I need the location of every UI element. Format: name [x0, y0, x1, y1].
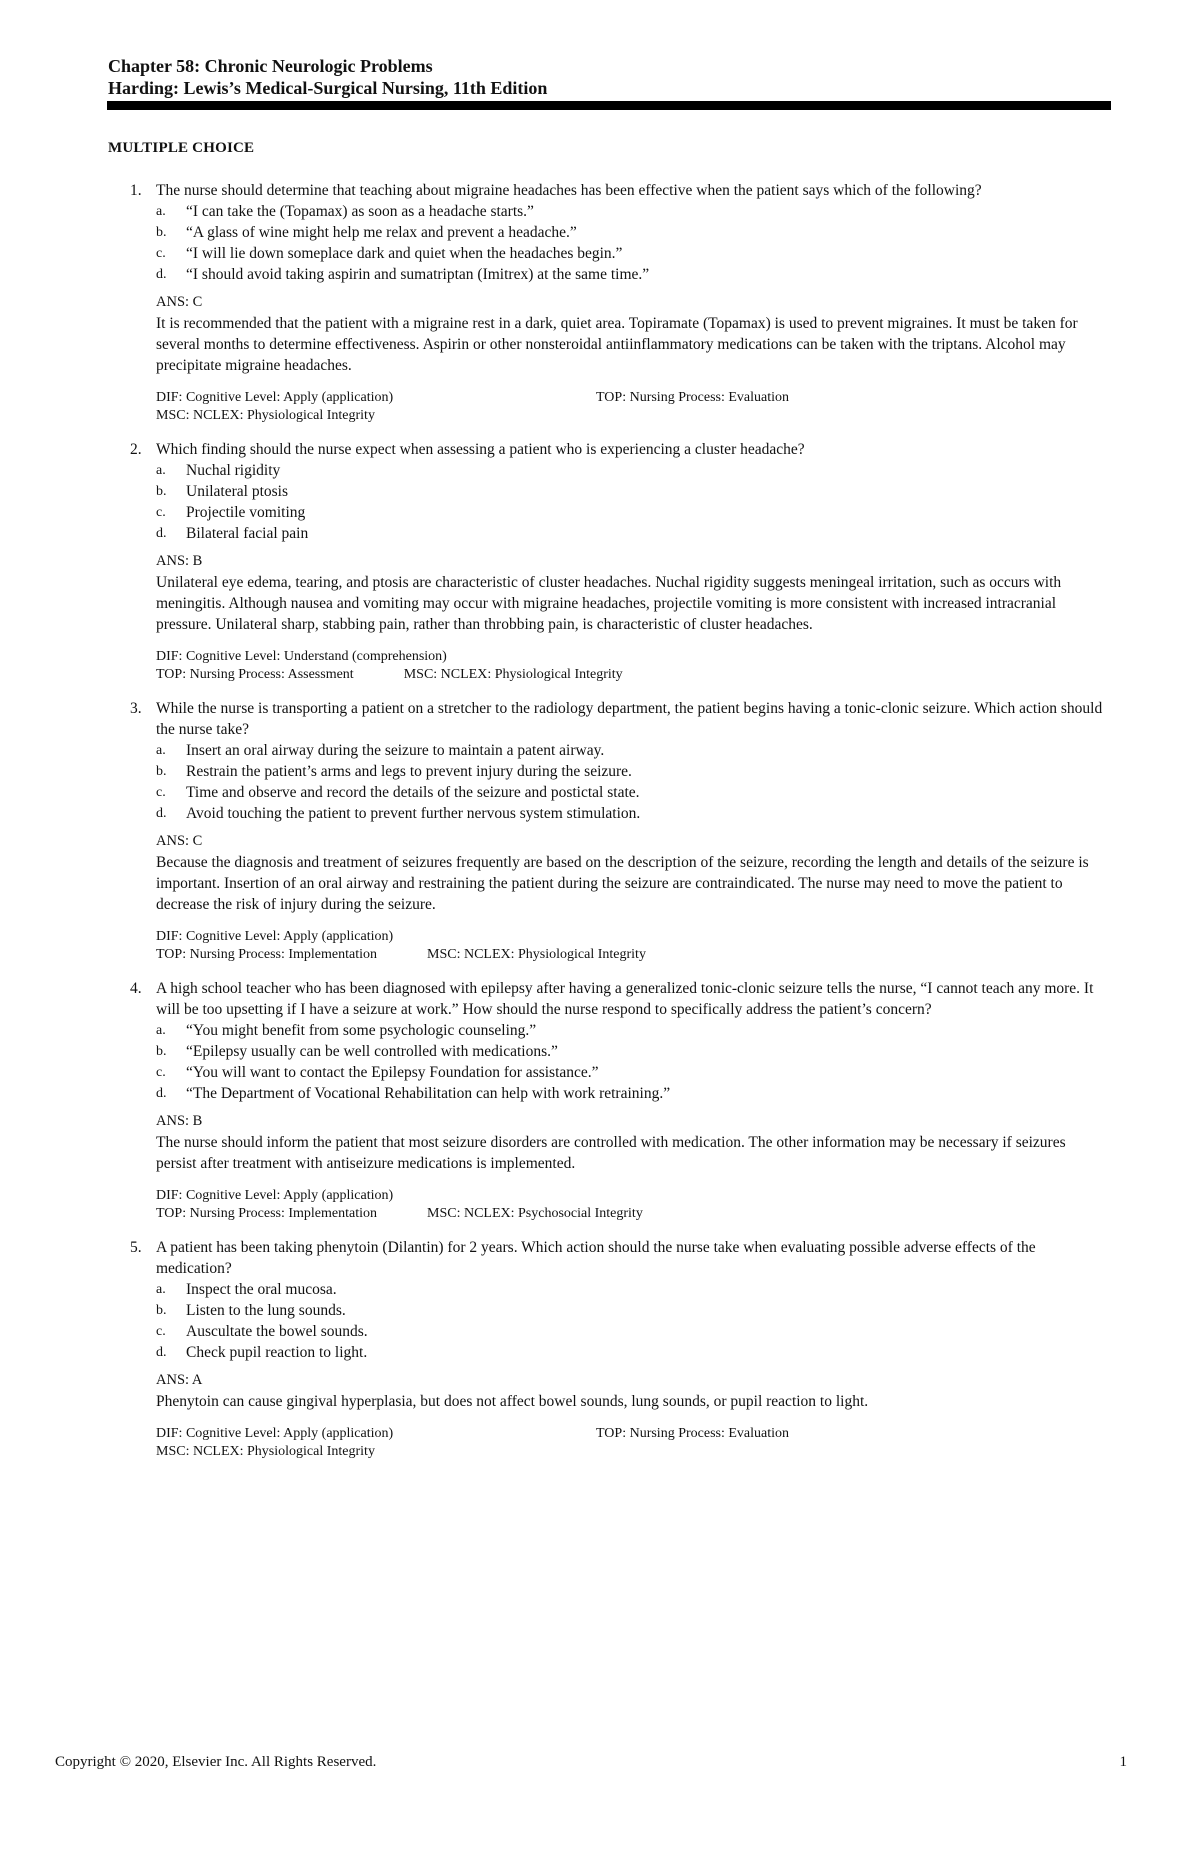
- option-letter: b.: [156, 484, 167, 499]
- option-letter: b.: [156, 764, 167, 779]
- rationale: It is recommended that the patient with a migraine rest in a dark, quiet area. Topiramate (Topamax) is used to prevent migraines. It must be taken for several months to determine effectiveness. Aspirin or other nonsteroidal antiinflammatory medications can be taken with the triptans. Alcohol may precipitate migraine headaches.: [156, 315, 1078, 374]
- question-number: 1.: [130, 182, 142, 199]
- option-letter: d.: [156, 806, 167, 821]
- option-text: Nuchal rigidity: [186, 462, 281, 479]
- option-a: [156, 201, 1108, 222]
- option-text: Listen to the lung sounds.: [186, 1302, 346, 1319]
- option-letter: d.: [156, 1086, 167, 1101]
- option-b: [156, 1300, 1108, 1321]
- option-b: [156, 481, 1108, 502]
- option-letter: c.: [156, 246, 166, 261]
- option-text: Projectile vomiting: [186, 504, 306, 521]
- option-d: [156, 264, 1108, 285]
- section-title: MULTIPLE CHOICE: [108, 140, 255, 156]
- meta-difficulty: DIF: Cognitive Level: Apply (application): [156, 390, 394, 405]
- question-stem: The nurse should determine that teaching about migraine headaches has been effective when the patient says which of the following?: [156, 182, 982, 199]
- question-stem: A patient has been taking phenytoin (Dilantin) for 2 years. Which action should the nurse take when evaluating possible adverse effects of the medication?: [156, 1239, 1036, 1277]
- option-text: “The Department of Vocational Rehabilitation can help with work retraining.”: [186, 1085, 671, 1102]
- option-letter: a.: [156, 1023, 166, 1038]
- option-text: Inspect the oral mucosa.: [186, 1281, 337, 1298]
- question-4: [108, 978, 1108, 1223]
- question-number: 2.: [130, 441, 142, 458]
- option-d: [156, 523, 1108, 544]
- option-letter: b.: [156, 225, 167, 240]
- question-3: [108, 698, 1108, 964]
- question-metadata: [156, 389, 1108, 425]
- question-stem: While the nurse is transporting a patient on a stretcher to the radiology department, the patient begins having a tonic-clonic seizure. Which action should the nurse take?: [156, 700, 1103, 738]
- option-text: “You will want to contact the Epilepsy Foundation for assistance.”: [186, 1064, 599, 1081]
- option-text: Time and observe and record the details of the seizure and postictal state.: [186, 784, 640, 801]
- meta-topic: TOP: Nursing Process: Implementation: [156, 947, 377, 962]
- option-letter: c.: [156, 1324, 166, 1339]
- rationale: Phenytoin can cause gingival hyperplasia, but does not affect bowel sounds, lung sounds, or pupil reaction to light.: [156, 1393, 869, 1410]
- question-number: 3.: [130, 700, 142, 717]
- rationale: The nurse should inform the patient that most seizure disorders are controlled with medication. The other information may be necessary if seizures persist after treatment with antiseizure medications is implemented.: [156, 1134, 1066, 1172]
- option-c: [156, 1062, 1108, 1083]
- option-letter: d.: [156, 1345, 167, 1360]
- option-letter: a.: [156, 204, 166, 219]
- document-header: [108, 55, 547, 99]
- meta-difficulty: DIF: Cognitive Level: Apply (application): [156, 1426, 394, 1441]
- option-text: “I can take the (Topamax) as soon as a headache starts.”: [186, 203, 534, 220]
- option-list: [156, 740, 1108, 824]
- option-a: [156, 460, 1108, 481]
- question-stem: Which finding should the nurse expect when assessing a patient who is experiencing a cluster headache?: [156, 441, 805, 458]
- copyright-notice: Copyright © 2020, Elsevier Inc. All Rights Reserved.: [55, 1754, 377, 1770]
- chapter-title: Chapter 58: Chronic Neurologic Problems: [108, 56, 433, 76]
- option-text: “I will lie down someplace dark and quiet when the headaches begin.”: [186, 245, 623, 262]
- option-letter: c.: [156, 505, 166, 520]
- answer-key: ANS: C: [156, 833, 203, 849]
- question-1: [108, 180, 1108, 425]
- option-text: Restrain the patient’s arms and legs to prevent injury during the seizure.: [186, 763, 632, 780]
- question-stem: A high school teacher who has been diagnosed with epilepsy after having a generalized tonic-clonic seizure tells the nurse, “I cannot teach any more. It will be too upsetting if I have a seizure at work.” How should the nurse respond to specifically address the patient’s concern?: [156, 980, 1094, 1018]
- meta-topic: TOP: Nursing Process: Evaluation: [596, 1426, 790, 1441]
- answer-key: ANS: B: [156, 1113, 203, 1129]
- option-text: “Epilepsy usually can be well controlled with medications.”: [186, 1043, 558, 1060]
- option-c: [156, 502, 1108, 523]
- option-letter: a.: [156, 1282, 166, 1297]
- option-list: [156, 201, 1108, 285]
- option-letter: b.: [156, 1303, 167, 1318]
- meta-category: MSC: NCLEX: Psychosocial Integrity: [427, 1206, 643, 1221]
- meta-topic: TOP: Nursing Process: Implementation: [156, 1206, 377, 1221]
- question-metadata: [156, 928, 1108, 964]
- option-list: [156, 1020, 1108, 1104]
- page-footer: [55, 1754, 1127, 1771]
- option-a: [156, 1279, 1108, 1300]
- option-letter: c.: [156, 785, 166, 800]
- meta-difficulty: DIF: Cognitive Level: Apply (application): [156, 1188, 394, 1203]
- answer-key: ANS: B: [156, 553, 203, 569]
- rationale: Because the diagnosis and treatment of seizures frequently are based on the description of the seizure, recording the length and details of the seizure is important. Insertion of an oral airway and restraining the patient during the seizure are contraindicated. The nurse may need to move the patient to decrease the risk of injury during the seizure.: [156, 854, 1089, 913]
- book-title: Harding: Lewis’s Medical-Surgical Nursing, 11th Edition: [108, 78, 548, 98]
- header-rule: [107, 101, 1111, 110]
- option-a: [156, 740, 1108, 761]
- option-c: [156, 1321, 1108, 1342]
- option-b: [156, 222, 1108, 243]
- option-list: [156, 460, 1108, 544]
- answer-key: ANS: A: [156, 1372, 203, 1388]
- option-text: “I should avoid taking aspirin and sumatriptan (Imitrex) at the same time.”: [186, 266, 650, 283]
- question-metadata: [156, 1187, 1108, 1223]
- option-letter: c.: [156, 1065, 166, 1080]
- option-letter: a.: [156, 743, 166, 758]
- option-b: [156, 761, 1108, 782]
- option-b: [156, 1041, 1108, 1062]
- option-text: “You might benefit from some psychologic counseling.”: [186, 1022, 537, 1039]
- question-number: 4.: [130, 980, 142, 997]
- option-text: “A glass of wine might help me relax and prevent a headache.”: [186, 224, 577, 241]
- option-letter: d.: [156, 267, 167, 282]
- question-metadata: [156, 648, 1108, 684]
- meta-category: MSC: NCLEX: Physiological Integrity: [427, 947, 646, 962]
- meta-topic: TOP: Nursing Process: Evaluation: [596, 390, 790, 405]
- option-letter: a.: [156, 463, 166, 478]
- page-number: 1: [1119, 1754, 1127, 1770]
- option-a: [156, 1020, 1108, 1041]
- rationale: Unilateral eye edema, tearing, and ptosis are characteristic of cluster headaches. Nuchal rigidity suggests meningeal irritation, such as occurs with meningitis. Although nausea and vomiting may occur with migraine headaches, projectile vomiting is more consistent with increased intracranial pressure. Unilateral sharp, stabbing pain, rather than throbbing pain, is characteristic of cluster headaches.: [156, 574, 1062, 633]
- option-text: Unilateral ptosis: [186, 483, 289, 500]
- meta-difficulty: DIF: Cognitive Level: Apply (application): [156, 929, 394, 944]
- meta-topic: TOP: Nursing Process: Assessment: [156, 667, 354, 682]
- option-d: [156, 803, 1108, 824]
- answer-key: ANS: C: [156, 294, 203, 310]
- question-number: 5.: [130, 1239, 142, 1256]
- meta-category: MSC: NCLEX: Physiological Integrity: [403, 667, 623, 682]
- meta-category: MSC: NCLEX: Physiological Integrity: [156, 1444, 375, 1459]
- question-5: [108, 1237, 1108, 1461]
- option-text: Avoid touching the patient to prevent further nervous system stimulation.: [186, 805, 641, 822]
- question-metadata: [156, 1425, 1108, 1461]
- option-c: [156, 243, 1108, 264]
- question-2: [108, 439, 1108, 684]
- option-text: Auscultate the bowel sounds.: [186, 1323, 368, 1340]
- option-text: Check pupil reaction to light.: [186, 1344, 368, 1361]
- option-letter: b.: [156, 1044, 167, 1059]
- option-text: Bilateral facial pain: [186, 525, 309, 542]
- option-list: [156, 1279, 1108, 1363]
- option-letter: d.: [156, 526, 167, 541]
- question-list: [108, 180, 1108, 1475]
- option-c: [156, 782, 1108, 803]
- meta-difficulty: DIF: Cognitive Level: Understand (comprehension): [156, 649, 447, 664]
- meta-category: MSC: NCLEX: Physiological Integrity: [156, 408, 375, 423]
- option-d: [156, 1342, 1108, 1363]
- option-text: Insert an oral airway during the seizure to maintain a patent airway.: [186, 742, 605, 759]
- option-d: [156, 1083, 1108, 1104]
